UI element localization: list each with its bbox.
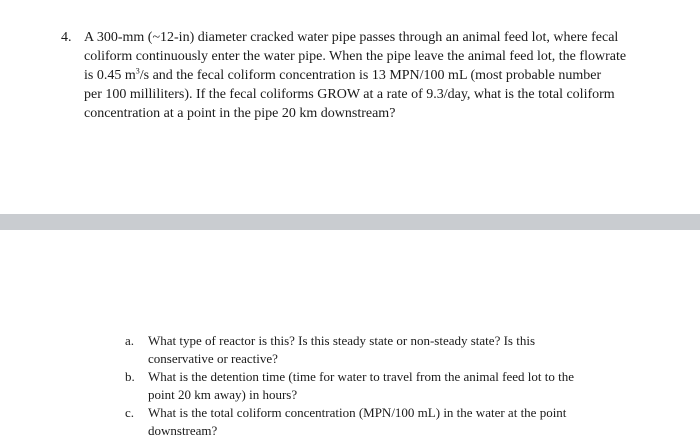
flowrate-value: is 0.45 m (84, 68, 136, 83)
sub-question-line: What is the detention time (time for water to travel from the animal feed lot to the (148, 369, 574, 384)
sub-question-text (148, 332, 618, 368)
question-line-5: concentration at a point in the pipe 20 km downstream? (84, 106, 396, 121)
flowrate-continuation: /s and the fecal coliform concentration is 13 MPN/100 mL (most probable number (139, 68, 602, 83)
sub-question-letter: a. (125, 333, 135, 348)
sub-question-line: What type of reactor is this? Is this steady state or non-steady state? Is this (148, 333, 536, 348)
question-line-2: coliform continuously enter the water pipe. When the pipe leave the animal feed lot, the flowrate (84, 49, 627, 64)
question-line-1: A 300-mm (~12-in) diameter cracked water pipe passes through an animal feed lot, where fecal (84, 30, 619, 45)
cubic-superscript: 3 (135, 66, 140, 76)
sub-question-letter: b. (125, 369, 135, 384)
sub-question-text (148, 404, 618, 440)
sub-question-line: conservative or reactive? (148, 351, 278, 366)
question-line-3 (84, 66, 614, 85)
section-divider (0, 214, 700, 230)
sub-question-line: What is the total coliform concentration (MPN/100 mL) in the water at the point (148, 405, 567, 420)
sub-question-text (148, 368, 618, 404)
sub-question-letter: c. (125, 405, 135, 420)
sub-question-line: point 20 km away) in hours? (148, 387, 298, 402)
sub-question-line: downstream? (148, 423, 218, 438)
question-number: 4. (61, 30, 72, 45)
question-line-4: per 100 milliliters). If the fecal coliforms GROW at a rate of 9.3/day, what is the total coliform (84, 87, 615, 102)
question-text (84, 28, 627, 123)
